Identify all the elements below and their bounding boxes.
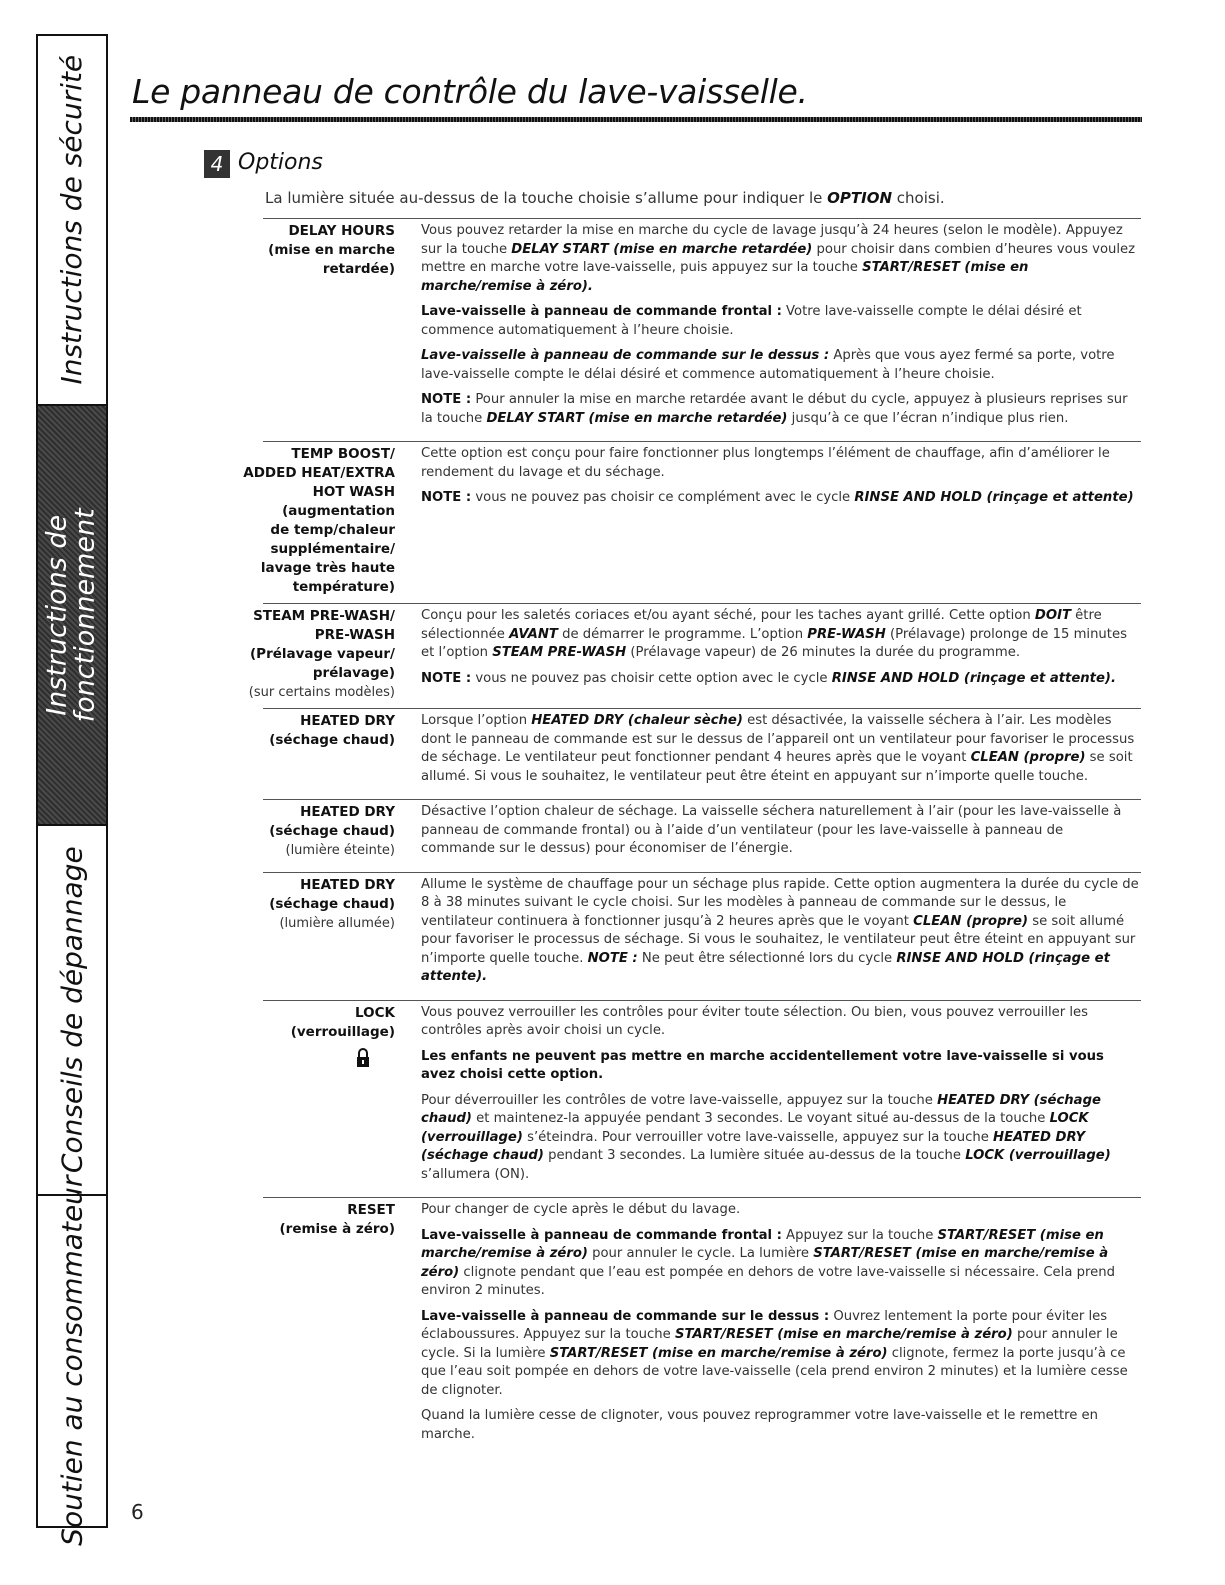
side-tab-label: Instructions de sécurité	[55, 55, 89, 385]
page-title: Le panneau de contrôle du lave-vaisselle.	[132, 72, 808, 111]
option-label-line: ADDED HEAT/EXTRA	[243, 465, 395, 481]
option-paragraph: NOTE : vous ne pouvez pas choisir cette option avec le cycle RINSE AND HOLD (rinçage et attente).	[421, 670, 1116, 686]
option-row	[248, 603, 1141, 708]
option-label-line: (augmentation	[282, 503, 395, 519]
side-tab-label-line: Instructions de	[41, 514, 73, 716]
option-row	[263, 799, 1141, 872]
option-label-line: supplémentaire/	[270, 541, 395, 557]
option-row	[243, 441, 1141, 603]
option-label-line: DELAY HOURS	[288, 223, 395, 239]
option-paragraph: Pour changer de cycle après le début du lavage.	[421, 1202, 741, 1217]
option-description	[421, 803, 1141, 866]
title-rule	[130, 117, 1142, 122]
option-label	[233, 222, 395, 435]
option-paragraph: NOTE : Pour annuler la mise en marche retardée avant le début du cycle, appuyez à plusieurs reprises sur la touche DELAY START (mise en marche retardée) jusqu’à ce que l’écran n’indique plus rien.	[421, 392, 1128, 426]
options-table	[233, 218, 1141, 1457]
option-label-line: HOT WASH	[312, 484, 395, 500]
option-label-line: retardée)	[322, 261, 395, 277]
option-label-line: STEAM PRE-WASH/	[253, 608, 395, 624]
option-description	[421, 222, 1141, 435]
option-label-line: RESET	[347, 1202, 395, 1218]
side-tab-label: Conseils de dépannage	[55, 846, 89, 1174]
option-paragraph: Vous pouvez retarder la mise en marche du cycle de lavage jusqu’à 24 heures (selon le modèle). Appuyez sur la touche DELAY START (mise en marche retardée) pour choisir dans combien d’heures vous voulez mettre en marche votre lave-vaisselle, puis appuyez sur la touche START/RESET (mise en marche/remise à zéro).	[421, 223, 1136, 294]
option-row	[263, 1197, 1141, 1457]
page-number: 6	[131, 1500, 144, 1524]
option-label-note: (sur certains modèles)	[248, 685, 395, 700]
option-label-line: PRE-WASH	[314, 627, 395, 643]
option-row	[263, 708, 1141, 799]
option-description	[421, 876, 1141, 994]
option-description	[421, 445, 1141, 597]
option-label-line: de temp/chaleur	[270, 522, 395, 538]
option-label	[233, 445, 395, 597]
side-tab-consumer-support[interactable]	[38, 1175, 106, 1547]
option-row	[263, 1000, 1141, 1198]
option-paragraph: Quand la lumière cesse de clignoter, vous pouvez reprogrammer votre lave-vaisselle et le remettre en marche.	[421, 1408, 1099, 1442]
option-paragraph: Pour déverrouiller les contrôles de votre lave-vaisselle, appuyez sur la touche HEATED DRY (séchage chaud) et maintenez-la appuyée pendant 3 secondes. Le voyant situé au-dessus de la touche LOCK (verrouillage) s’éteindra. Pour verrouiller votre lave-vaisselle, appuyez sur la touche HEATED DRY (séchage chaud) pendant 3 secondes. La lumière située au-dessus de la touche LOCK (verrouillage) s’allumera (ON).	[421, 1092, 1111, 1182]
option-description	[421, 712, 1141, 793]
side-tab-label: Soutien au consommateur	[55, 1175, 89, 1547]
side-tab-troubleshooting[interactable]	[38, 826, 106, 1196]
option-label-line: prélavage)	[312, 665, 395, 681]
option-label-line: température)	[292, 579, 395, 595]
option-label-note: (lumière éteinte)	[285, 843, 395, 858]
intro-bold: OPTION	[827, 189, 893, 207]
option-label-line: (séchage chaud)	[269, 732, 395, 748]
option-paragraph: Lave-vaisselle à panneau de commande frontal : Appuyez sur la touche START/RESET (mise en marche/remise à zéro) pour annuler le cycle. La lumière START/RESET (mise en marche/remise à zéro) clignote pendant que l’eau est pompée en dehors de votre lave-vaisselle si nécessaire. Cela prend environ 2 minutes.	[421, 1227, 1115, 1298]
side-tab-strip	[36, 34, 108, 1547]
side-tab-label	[41, 507, 102, 723]
option-label	[233, 803, 395, 866]
side-tab-operating[interactable]	[38, 406, 106, 826]
option-paragraph: Lave-vaisselle à panneau de commande frontal : Votre lave-vaisselle compte le délai désiré et commence automatiquement à l’heure choisie.	[421, 304, 1082, 338]
option-paragraph: Conçu pour les saletés coriaces et/ou ayant séché, pour les taches ayant grillé. Cette option DOIT être sélectionnée AVANT de démarrer le programme. L’option PRE-WASH (Prélavage) prolonge de 15 minutes et l’option STEAM PRE-WASH (Prélavage vapeur) de 26 minutes la durée du programme.	[421, 608, 1127, 660]
option-label	[233, 712, 395, 793]
option-label-line: (séchage chaud)	[269, 895, 395, 912]
option-label-line: (Prélavage vapeur/	[250, 646, 395, 662]
option-paragraph: NOTE : vous ne pouvez pas choisir ce complément avec le cycle RINSE AND HOLD (rinçage et attente)	[421, 490, 1134, 505]
option-description	[421, 607, 1141, 702]
option-paragraph: Lave-vaisselle à panneau de commande sur le dessus : Après que vous ayez fermé sa porte, votre lave-vaisselle compte le délai désiré et commence automatiquement à l’heure choisie.	[421, 348, 1115, 382]
option-label-line: (verrouillage)	[290, 1023, 395, 1040]
option-paragraph: Lorsque l’option HEATED DRY (chaleur sèche) est désactivée, la vaisselle séchera à l’air. Les modèles dont le panneau de commande est sur le dessus de l’appareil ont un ventilateur pour favoriser le processus de séchage. Le ventilateur peut fonctionner pendant 4 heures après que le voyant CLEAN (propre) se soit allumé. Si vous le souhaitez, le ventilateur peut être éteint en appuyant sur n’importe quelle touche.	[421, 713, 1135, 784]
option-row	[263, 218, 1141, 441]
option-label-line: (remise à zéro)	[279, 1221, 395, 1237]
option-paragraph: Les enfants ne peuvent pas mettre en marche accidentellement votre lave-vaisselle si vous avez choisi cette option.	[421, 1048, 1104, 1082]
option-label-line: HEATED DRY	[300, 876, 395, 893]
option-paragraph: Désactive l’option chaleur de séchage. La vaisselle séchera naturellement à l’air (pour les lave-vaisselle à panneau de commande frontal) ou à l’aide d’un ventilateur (pour les lave-vaisselle à panneau de commande sur le dessus) pour économiser de l’énergie.	[421, 804, 1122, 856]
intro-text-end: choisi.	[892, 189, 945, 207]
option-label	[233, 876, 395, 994]
section-intro	[265, 189, 945, 207]
intro-text: La lumière située au-dessus de la touche choisie s’allume pour indiquer le	[265, 189, 828, 207]
option-label-line: (mise en marche	[268, 242, 395, 258]
option-paragraph: Vous pouvez verrouiller les contrôles pour éviter toute sélection. Ou bien, vous pouvez verrouiller les contrôles après avoir choisi un cycle.	[421, 1004, 1089, 1038]
option-paragraph: Allume le système de chauffage pour un séchage plus rapide. Cette option augmentera la durée du cycle de 8 à 38 minutes suivant le cycle choisi. Sur les modèles à panneau de commande sur le dessus, le ventilateur continuera à fonctionner jusqu’à 2 heures après que le voyant CLEAN (propre) se soit allumé pour favoriser le processus de séchage. Si vous le souhaitez, le ventilateur peut être éteint en appuyant sur n’importe quelle touche. NOTE : Ne peut être sélectionné lors du cycle RINSE AND HOLD (rinçage et attente).	[421, 876, 1139, 984]
option-label-line: HEATED DRY	[300, 713, 395, 729]
side-tab-safety[interactable]	[38, 36, 106, 406]
side-tab-label-line: fonctionnement	[70, 507, 102, 723]
padlock-icon	[355, 1048, 371, 1068]
option-label	[233, 1201, 395, 1451]
option-label-line: lavage très haute	[260, 560, 395, 576]
option-label	[233, 1004, 395, 1192]
option-label-line: (séchage chaud)	[269, 823, 395, 839]
option-label-line: HEATED DRY	[300, 804, 395, 820]
option-description	[421, 1201, 1141, 1451]
option-paragraph: Cette option est conçu pour faire fonctionner plus longtemps l’élément de chauffage, afin d’améliorer le rendement du lavage et du séchage.	[421, 446, 1110, 480]
option-row	[263, 872, 1141, 1000]
option-label	[233, 607, 395, 702]
option-description	[421, 1004, 1141, 1192]
option-label-line: LOCK	[355, 1004, 395, 1021]
option-paragraph: Lave-vaisselle à panneau de commande sur le dessus : Ouvrez lentement la porte pour éviter les éclaboussures. Appuyez sur la touche START/RESET (mise en marche/remise à zéro) pour annuler le cycle. Si la lumière START/RESET (mise en marche/remise à zéro) clignote, fermez la porte jusqu’à ce que l’eau soit pompée en dehors de votre lave-vaisselle (cela prend environ 2 minutes) et la lumière cesse de clignoter.	[421, 1308, 1128, 1398]
section-number-badge: 4	[204, 150, 230, 178]
option-label-line: TEMP BOOST/	[291, 446, 395, 462]
option-label-note: (lumière allumée)	[279, 915, 395, 931]
section-title: Options	[238, 150, 323, 175]
